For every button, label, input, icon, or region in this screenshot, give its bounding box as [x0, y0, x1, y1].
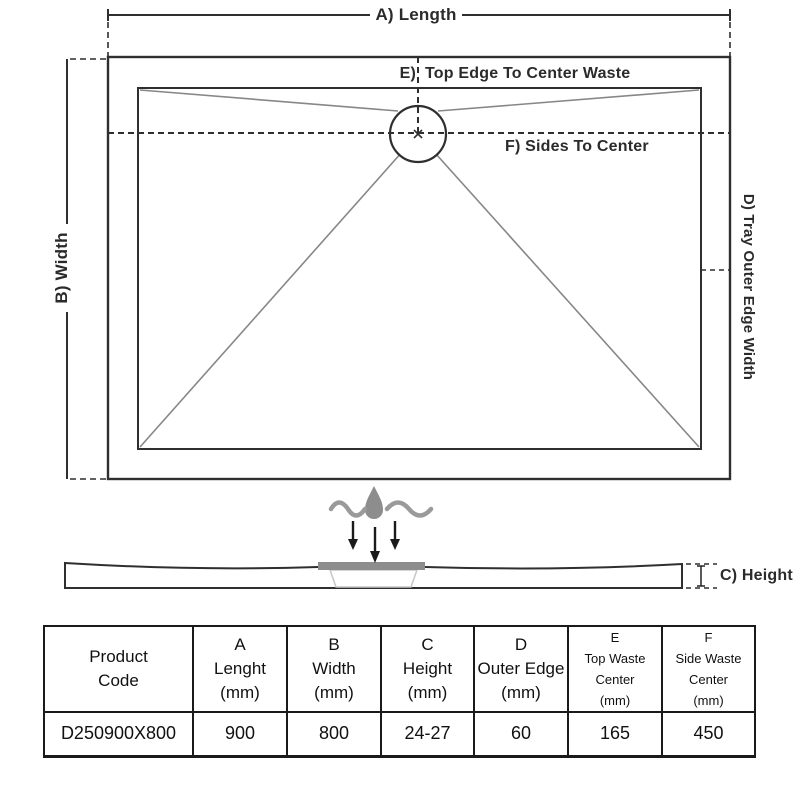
- col-header-b-width: B Width (mm): [287, 626, 381, 712]
- cell-top-waste-center: 165: [568, 712, 662, 756]
- top-edge-to-waste-label-prefix: E): [399, 65, 416, 82]
- height-label: C) Height: [720, 567, 793, 584]
- col-header-e-top-waste-center: E Top Waste Center (mm): [568, 626, 662, 712]
- cell-side-waste-center: 450: [662, 712, 755, 756]
- cell-height: 24-27: [381, 712, 474, 756]
- cell-product-code: D250900X800: [44, 712, 193, 756]
- length-label: A) Length: [375, 5, 457, 24]
- col-header-f-side-waste-center: F Side Waste Center (mm): [662, 626, 755, 712]
- width-label: B) Width: [52, 232, 71, 304]
- spec-table: [43, 625, 756, 758]
- drain-flange-bar: [318, 562, 425, 570]
- width-dimension-line: [67, 59, 107, 479]
- down-arrow-icon: [348, 521, 400, 563]
- height-dimension-marker: [686, 564, 717, 588]
- col-header-product-code: Product Code: [44, 626, 193, 712]
- table-row: [44, 712, 755, 756]
- col-header-d-outer-edge: D Outer Edge (mm): [474, 626, 568, 712]
- cell-width: 800: [287, 712, 381, 756]
- cell-outer-edge: 60: [474, 712, 568, 756]
- cell-length: 900: [193, 712, 287, 756]
- water-drop-icon: [365, 486, 383, 519]
- col-header-a-length: A Lenght (mm): [193, 626, 287, 712]
- outer-edge-width-marker: [701, 264, 730, 276]
- top-edge-to-waste-label: Top Edge To Center Waste: [425, 65, 631, 82]
- spec-table-header: [44, 626, 755, 712]
- tray-outer-edge-width-label: D) Tray Outer Edge Width: [740, 193, 757, 381]
- col-header-c-height: C Height (mm): [381, 626, 474, 712]
- sides-to-center-label: F) Sides To Center: [505, 138, 649, 155]
- drain-body-outline: [330, 570, 417, 587]
